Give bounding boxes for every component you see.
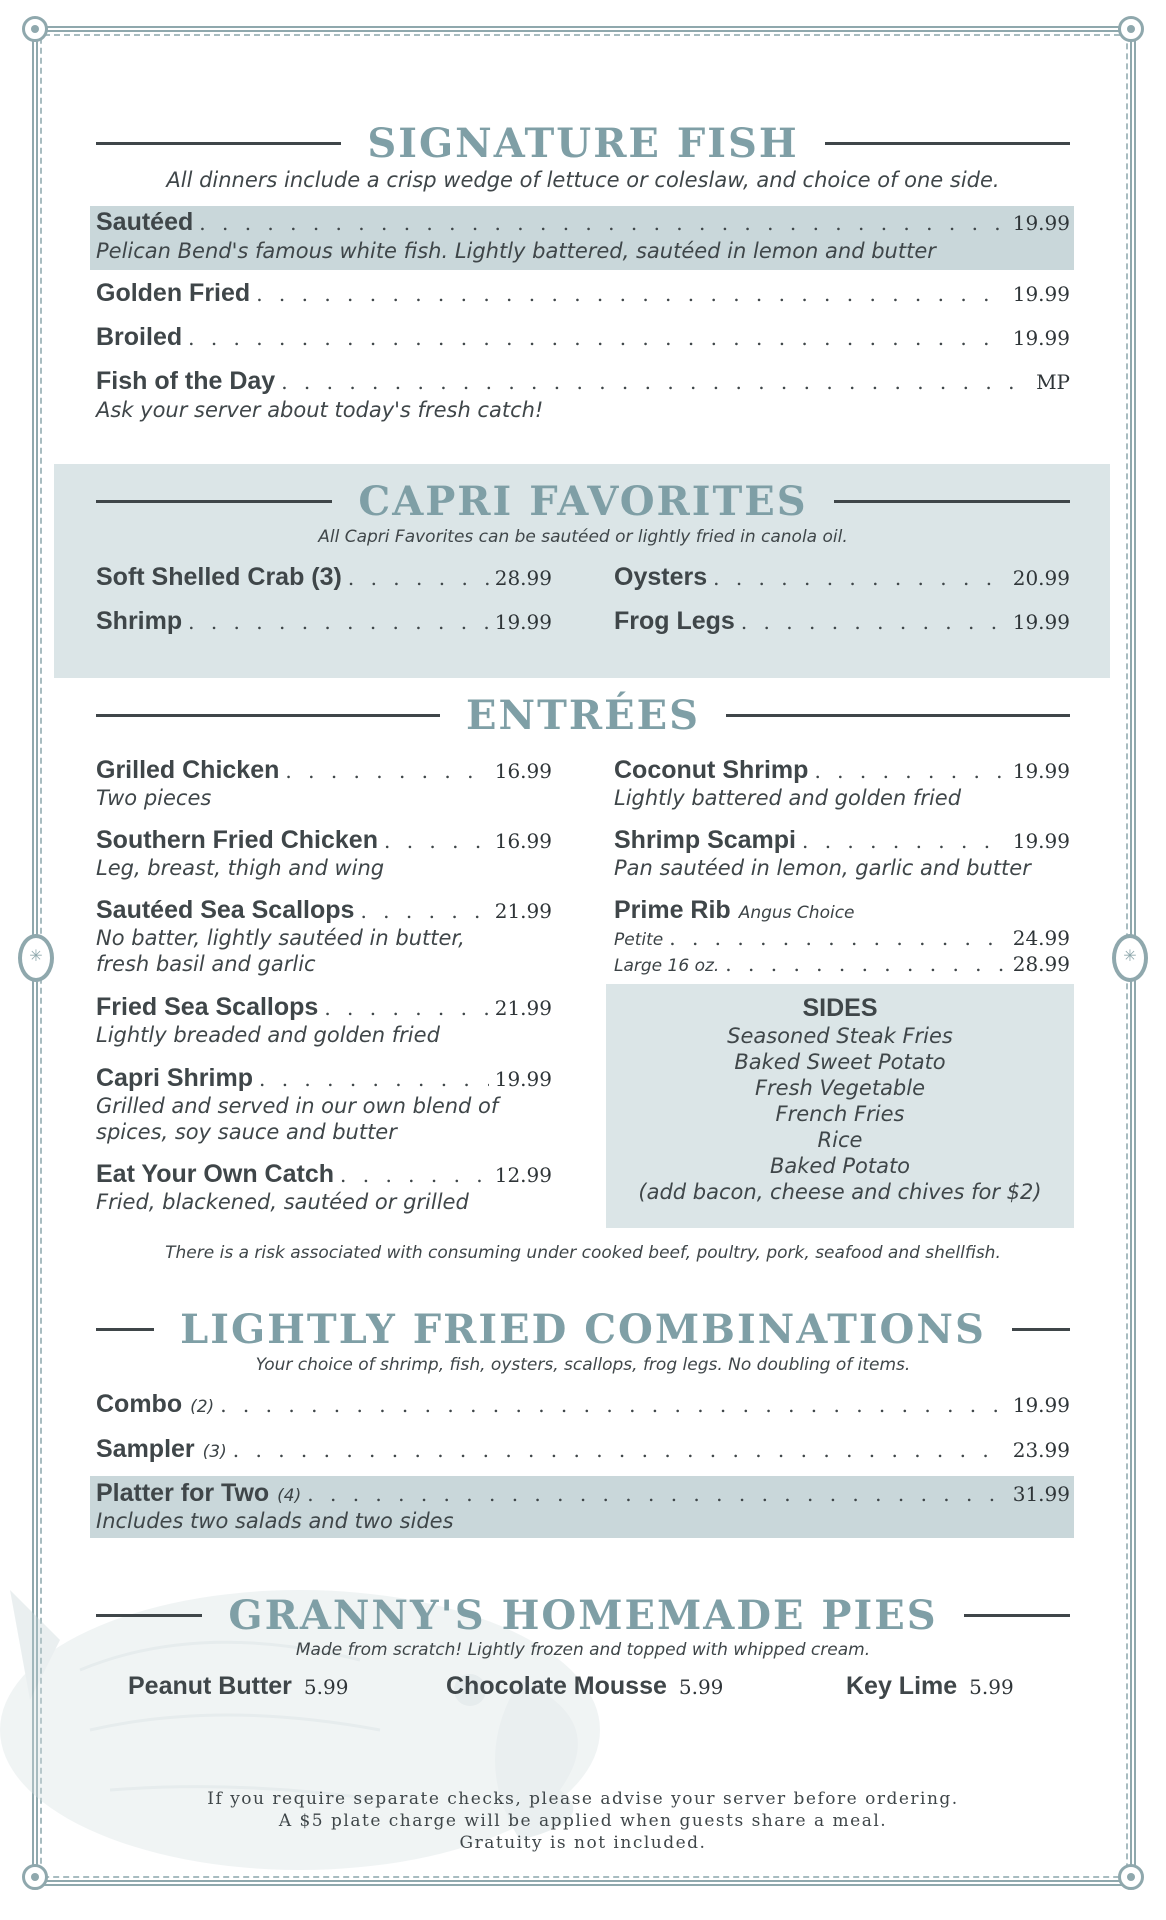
dot-leader bbox=[188, 326, 1007, 350]
dot-leader bbox=[259, 1067, 489, 1091]
item-price: 12.99 bbox=[494, 1163, 552, 1187]
item-price: 19.99 bbox=[1012, 282, 1070, 306]
item-name: Oysters bbox=[614, 563, 708, 591]
item-description: Pelican Bend's famous white fish. Lightly battered, sautéed in lemon and butter bbox=[96, 239, 936, 263]
menu-item bbox=[96, 208, 1070, 237]
item-price: MP bbox=[1036, 370, 1070, 394]
section-subtitle: All Capri Favorites can be sautéed or lightly fried in canola oil. bbox=[318, 527, 848, 547]
risk-notice: There is a risk associated with consuming under cooked beef, poultry, pork, seafood and shellfish. bbox=[165, 1243, 1001, 1263]
item-description: Fried, blackened, sautéed or grilled bbox=[96, 1190, 469, 1214]
item-name: Soft Shelled Crab (3) bbox=[96, 563, 342, 591]
item-price: 16.99 bbox=[494, 759, 552, 783]
corner-knot-icon bbox=[22, 16, 48, 42]
section-header-entrees bbox=[96, 690, 1070, 740]
menu-item bbox=[96, 323, 1070, 352]
item-price: 19.99 bbox=[1012, 1393, 1070, 1417]
dot-leader bbox=[307, 1482, 1006, 1506]
pie-name: Key Lime bbox=[846, 1672, 958, 1700]
pie-price: 5.99 bbox=[678, 1675, 724, 1699]
item-price: 19.99 bbox=[1012, 759, 1070, 783]
item-description: Grilled and served in our own blend of bbox=[96, 1094, 499, 1118]
item-description: fresh basil and garlic bbox=[96, 952, 316, 976]
pie-price: 5.99 bbox=[303, 1675, 349, 1699]
item-price: 21.99 bbox=[494, 996, 552, 1020]
section-header-combos bbox=[96, 1304, 1070, 1354]
item-description: spices, soy sauce and butter bbox=[96, 1120, 397, 1144]
item-name: Shrimp Scampi bbox=[614, 826, 796, 854]
menu-item bbox=[614, 563, 1070, 592]
header-rule bbox=[825, 142, 1070, 145]
item-name: Frog Legs bbox=[614, 607, 735, 635]
sides-box bbox=[606, 984, 1074, 1228]
dot-leader bbox=[324, 996, 488, 1020]
item-description: Includes two salads and two sides bbox=[96, 1509, 454, 1533]
menu-item bbox=[614, 826, 1070, 855]
item-description: No batter, lightly sautéed in butter, bbox=[96, 926, 465, 950]
menu-item bbox=[614, 756, 1070, 785]
item-name: Sautéed bbox=[96, 208, 194, 236]
pie-item bbox=[446, 1672, 723, 1701]
section-header-signature bbox=[96, 118, 1070, 168]
item-count: (4) bbox=[277, 1486, 302, 1506]
item-price: 16.99 bbox=[494, 829, 552, 853]
pie-price: 5.99 bbox=[969, 1675, 1014, 1699]
item-name: Eat Your Own Catch bbox=[96, 1160, 335, 1188]
pie-item bbox=[128, 1672, 348, 1701]
item-price: 23.99 bbox=[1012, 1438, 1070, 1462]
menu-item bbox=[96, 279, 1070, 308]
section-title: SIGNATURE FISH bbox=[367, 119, 799, 167]
footer-notes bbox=[96, 1788, 1070, 1854]
option-label: Large 16 oz. bbox=[614, 956, 720, 976]
dot-leader bbox=[802, 829, 1007, 853]
dot-leader bbox=[256, 282, 1007, 306]
prime-rib-option bbox=[614, 952, 1070, 976]
section-subtitle: Your choice of shrimp, fish, oysters, scallops, frog legs. No doubling of items. bbox=[255, 1355, 911, 1375]
menu-item bbox=[96, 1435, 1070, 1464]
header-rule bbox=[96, 500, 332, 503]
dot-leader bbox=[713, 566, 1007, 590]
section-subtitle: All dinners include a crisp wedge of lettuce or coleslaw, and choice of one side. bbox=[166, 168, 1000, 192]
item-description: Pan sautéed in lemon, garlic and butter bbox=[614, 856, 1031, 880]
menu-item bbox=[96, 826, 552, 855]
item-price: 21.99 bbox=[494, 899, 552, 923]
sides-title: SIDES bbox=[802, 994, 878, 1022]
item-name: Shrimp bbox=[96, 607, 183, 635]
side-item: French Fries bbox=[775, 1102, 905, 1126]
item-name: Coconut Shrimp bbox=[614, 756, 809, 784]
option-label: Petite bbox=[614, 930, 664, 950]
item-name: Sautéed Sea Scallops bbox=[96, 896, 355, 924]
item-name: Sampler bbox=[96, 1435, 195, 1463]
side-item: (add bacon, cheese and chives for $2) bbox=[638, 1180, 1042, 1204]
item-price: 20.99 bbox=[1012, 566, 1070, 590]
dot-leader bbox=[285, 759, 488, 783]
dot-leader bbox=[669, 926, 1007, 950]
item-name: Combo bbox=[96, 1390, 183, 1418]
item-price: 19.99 bbox=[1012, 326, 1070, 350]
header-rule bbox=[1012, 1328, 1070, 1331]
section-title: GRANNY'S HOMEMADE PIES bbox=[228, 1591, 938, 1639]
footer-line: A $5 plate charge will be applied when guests share a meal. bbox=[278, 1811, 888, 1831]
option-price: 28.99 bbox=[1012, 952, 1070, 976]
pie-item bbox=[846, 1672, 1014, 1701]
section-subtitle: Made from scratch! Lightly frozen and topped with whipped cream. bbox=[295, 1640, 871, 1660]
item-note: Angus Choice bbox=[738, 903, 855, 923]
item-name: Fried Sea Scallops bbox=[96, 993, 319, 1021]
prime-rib-option bbox=[614, 926, 1070, 950]
dot-leader bbox=[384, 829, 489, 853]
item-description: Leg, breast, thigh and wing bbox=[96, 856, 385, 880]
item-name: Grilled Chicken bbox=[96, 756, 280, 784]
menu-item bbox=[96, 1064, 552, 1093]
item-price: 31.99 bbox=[1012, 1482, 1070, 1506]
ship-wheel-icon bbox=[1112, 934, 1148, 982]
side-item: Baked Potato bbox=[769, 1154, 911, 1178]
section-title: CAPRI FAVORITES bbox=[358, 477, 808, 525]
item-price: 28.99 bbox=[494, 566, 552, 590]
side-item: Fresh Vegetable bbox=[754, 1076, 926, 1100]
section-header-capri bbox=[96, 476, 1070, 526]
dot-leader bbox=[199, 211, 1006, 235]
header-rule bbox=[96, 1614, 202, 1617]
pie-name: Chocolate Mousse bbox=[446, 1672, 667, 1700]
dot-leader bbox=[340, 1163, 489, 1187]
side-item: Seasoned Steak Fries bbox=[727, 1024, 953, 1048]
menu-item bbox=[96, 563, 552, 592]
dot-leader bbox=[188, 610, 489, 634]
dot-leader bbox=[220, 1393, 1007, 1417]
section-title: ENTRÉES bbox=[466, 691, 700, 739]
dot-leader bbox=[725, 952, 1006, 976]
dot-leader bbox=[281, 370, 1030, 394]
item-price: 19.99 bbox=[494, 1067, 552, 1091]
menu-item bbox=[96, 1390, 1070, 1419]
item-price: 19.99 bbox=[494, 610, 552, 634]
header-rule bbox=[96, 714, 440, 717]
item-description: Lightly breaded and golden fried bbox=[96, 1023, 440, 1047]
header-rule bbox=[726, 714, 1070, 717]
item-count: (2) bbox=[190, 1397, 215, 1417]
item-description: Lightly battered and golden fried bbox=[614, 786, 962, 810]
menu-item bbox=[614, 607, 1070, 636]
pie-name: Peanut Butter bbox=[128, 1672, 292, 1700]
item-description: Two pieces bbox=[96, 786, 212, 810]
menu-item bbox=[96, 607, 552, 636]
item-price: 19.99 bbox=[1012, 211, 1070, 235]
footer-line: If you require separate checks, please advise your server before ordering. bbox=[207, 1789, 959, 1809]
side-item: Baked Sweet Potato bbox=[734, 1050, 946, 1074]
side-item: Rice bbox=[817, 1128, 863, 1152]
item-name: Capri Shrimp bbox=[96, 1064, 253, 1092]
header-rule bbox=[96, 142, 341, 145]
dot-leader bbox=[814, 759, 1006, 783]
dot-leader bbox=[741, 610, 1007, 634]
header-rule bbox=[964, 1614, 1070, 1617]
dot-leader bbox=[233, 1438, 1007, 1462]
item-price: 19.99 bbox=[1012, 610, 1070, 634]
menu-item bbox=[96, 896, 552, 925]
corner-knot-icon bbox=[1118, 1864, 1144, 1890]
section-title: LIGHTLY FRIED COMBINATIONS bbox=[180, 1305, 986, 1353]
item-name: Broiled bbox=[96, 323, 183, 351]
menu-item bbox=[96, 367, 1070, 396]
corner-knot-icon bbox=[1118, 16, 1144, 42]
dot-leader bbox=[348, 566, 489, 590]
item-count: (3) bbox=[202, 1442, 227, 1462]
footer-line: Gratuity is not included. bbox=[459, 1833, 707, 1853]
menu-item bbox=[96, 1479, 1070, 1508]
option-price: 24.99 bbox=[1012, 926, 1070, 950]
section-header-pies bbox=[96, 1590, 1070, 1640]
menu-item bbox=[96, 993, 552, 1022]
item-name: Fish of the Day bbox=[96, 367, 276, 395]
item-name: Platter for Two bbox=[96, 1479, 270, 1507]
menu-item bbox=[96, 1160, 552, 1189]
menu-item-prime-rib bbox=[614, 896, 1070, 925]
header-rule bbox=[834, 500, 1070, 503]
item-description: Ask your server about today's fresh catch! bbox=[96, 398, 544, 422]
item-name: Prime Rib bbox=[614, 896, 731, 924]
menu-item bbox=[96, 756, 552, 785]
item-name: Southern Fried Chicken bbox=[96, 826, 378, 854]
ship-wheel-icon bbox=[18, 934, 54, 982]
dot-leader bbox=[360, 899, 488, 923]
header-rule bbox=[96, 1328, 154, 1331]
item-price: 19.99 bbox=[1012, 829, 1070, 853]
item-name: Golden Fried bbox=[96, 279, 251, 307]
